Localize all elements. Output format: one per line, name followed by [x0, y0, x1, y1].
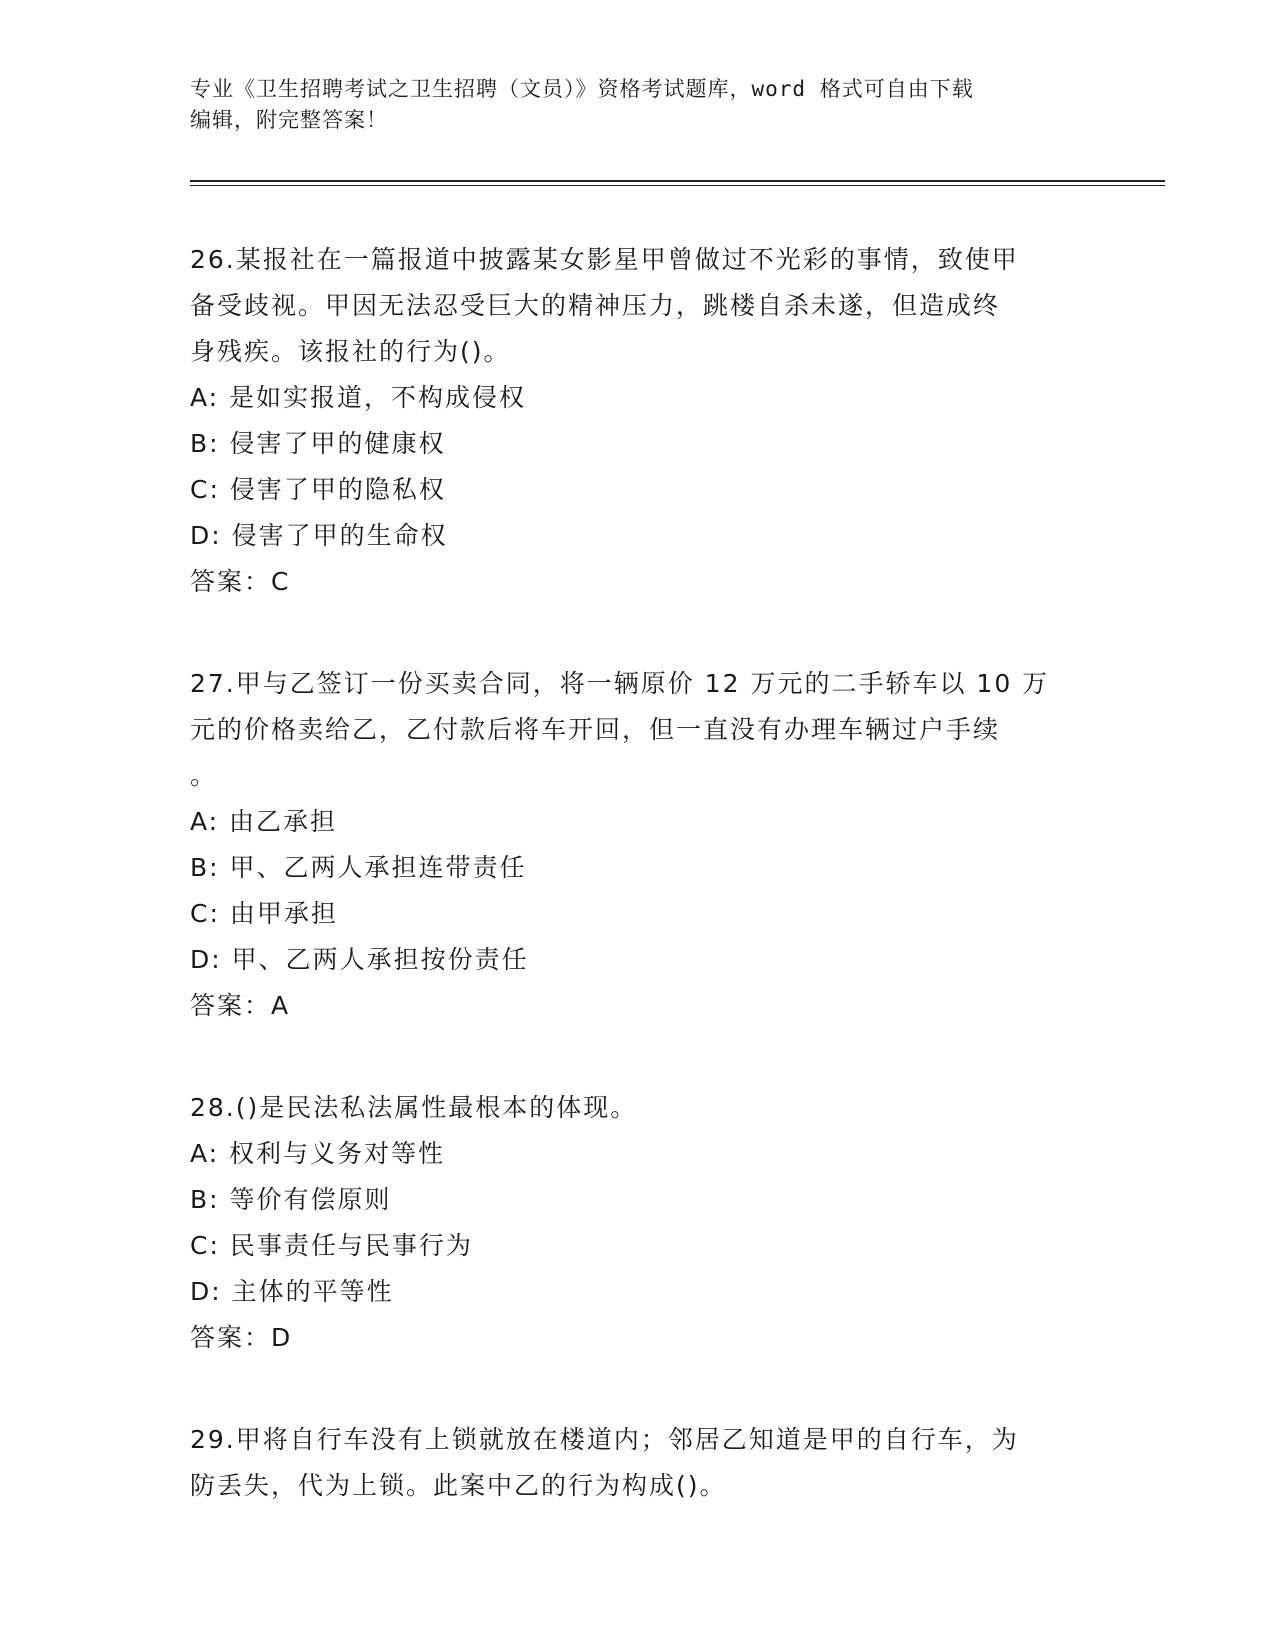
answer-line: 答案：C: [190, 567, 291, 596]
question-stem-line: 26.某报社在一篇报道中披露某女影星甲曾做过不光彩的事情，致使甲: [190, 245, 1019, 274]
question-stem-line: 27.甲与乙签订一份买卖合同，将一辆原价 12 万元的二手轿车以 10 万: [190, 669, 1050, 698]
answer-line: 答案：A: [190, 991, 291, 1020]
question-stem-line: 28.()是民法私法属性最根本的体现。: [190, 1093, 638, 1122]
header-line-1: 专业《卫生招聘考试之卫生招聘（文员）》资格考试题库，word 格式可自由下载: [190, 77, 974, 101]
question-stem-line: 。: [190, 761, 218, 790]
question-26: [190, 237, 1090, 605]
option-a: A: 由乙承担: [190, 807, 338, 836]
header-divider-thin: [190, 185, 1165, 186]
option-b: B: 侵害了甲的健康权: [190, 429, 446, 458]
header-divider-thick: [190, 180, 1165, 182]
option-b: B: 甲、乙两人承担连带责任: [190, 853, 527, 882]
question-28: [190, 1085, 1090, 1361]
question-stem-line: 防丢失，代为上锁。此案中乙的行为构成()。: [190, 1471, 727, 1500]
question-stem-line: 元的价格卖给乙，乙付款后将车开回，但一直没有办理车辆过户手续: [190, 715, 1001, 744]
option-a: A: 是如实报道，不构成侵权: [190, 383, 527, 412]
document-header: [190, 74, 1090, 136]
option-c: C: 民事责任与民事行为: [190, 1231, 473, 1260]
question-stem-line: 身残疾。该报社的行为()。: [190, 337, 511, 366]
option-a: A: 权利与义务对等性: [190, 1139, 446, 1168]
option-d: D: 主体的平等性: [190, 1277, 394, 1306]
question-29: [190, 1417, 1090, 1509]
question-stem-line: 备受歧视。甲因无法忍受巨大的精神压力，跳楼自杀未遂，但造成终: [190, 291, 1001, 320]
question-27: [190, 661, 1090, 1029]
answer-line: 答案：D: [190, 1323, 293, 1352]
option-d: D: 侵害了甲的生命权: [190, 521, 448, 550]
question-stem-line: 29.甲将自行车没有上锁就放在楼道内；邻居乙知道是甲的自行车，为: [190, 1425, 1019, 1454]
question-list: [190, 237, 1090, 1565]
option-b: B: 等价有偿原则: [190, 1185, 392, 1214]
option-c: C: 由甲承担: [190, 899, 338, 928]
header-line-2: 编辑，附完整答案！: [190, 108, 388, 132]
option-c: C: 侵害了甲的隐私权: [190, 475, 446, 504]
option-d: D: 甲、乙两人承担按份责任: [190, 945, 529, 974]
